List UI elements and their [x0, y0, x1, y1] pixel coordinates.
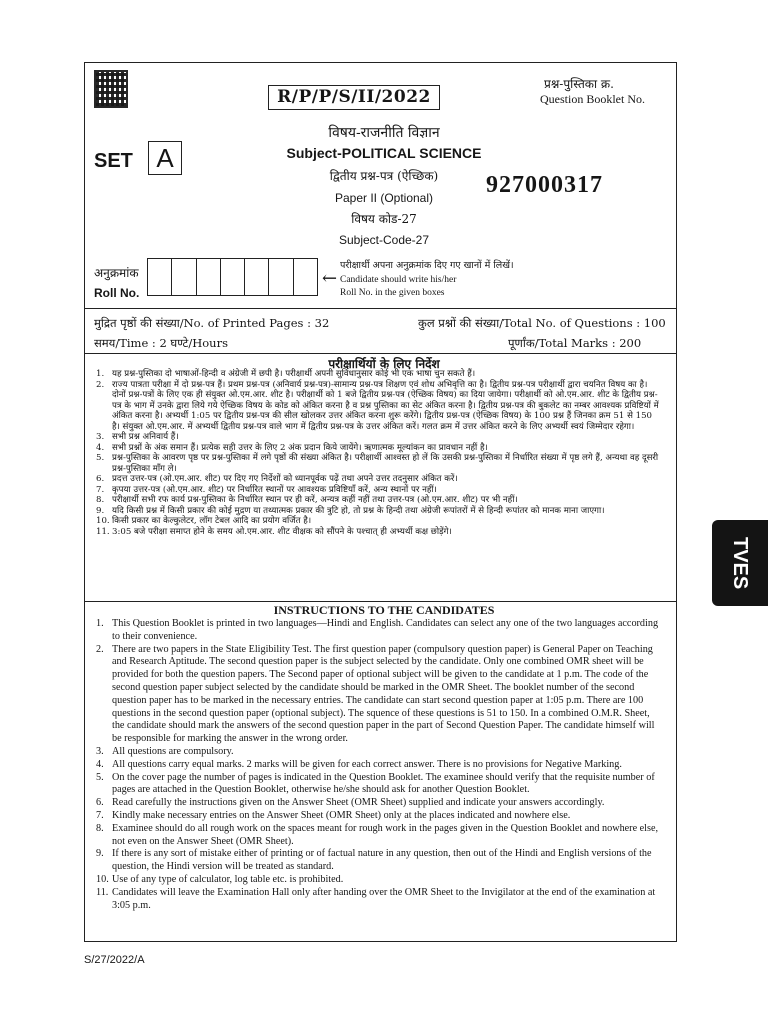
list-item: 2. राज्य पात्रता परीक्षा में दो प्रश्न-पत्र हैं। प्रथम प्रश्न-पत्र (अनिवार्य प्रश्न-पत्र)-सामान्य प्रश्न-पत्र शिक्षण एवं शोध अभिवृत्ति का है। द्वितीय प्रश्न-पत्र परीक्षार्थी द्वारा चयनित विषय का है। दोनों प्रश्न-पत्रों के लिए एक ही संयुक्त ओ.एम.आर. शीट है। परीक्षार्थी को 1 बजे द्वितीय प्रश्न-पत्र (ऐच्छिक विषय) का दिया जायेगा। परीक्षार्थी को ओ.एम.आर. शीट के द्वितीय प्रश्न-पत्र के भाग में उनके द्वारा लिये गये ऐच्छिक विषय के कोड को अंकित करना है व प्रश्न पुस्तिका का सेट अंकित करना है। द्वितीय प्रश्न-पत्र की बुकलेट का नम्बर आवश्यक प्रविष्टियों में अंकित करना है। अभ्यर्थी 1:05 पर द्वितीय प्रश्न-पत्र की सील खोलकर उत्तर अंकित करना शुरू करेंगे। द्वितीय प्रश्न-पत्र (ऐच्छिक विषय) के 100 प्रश्न हैं जिनका क्रम 51 से 150 है। संयुक्त ओ.एम.आर. में अभ्यर्थी द्वितीय प्रश्न-पत्र वाले भाग में द्वितीय प्रश्न-पत्र के उत्तर अंकित करें। गलत क्रम में उत्तर अंकित करने के लिए अभ्यर्थी स्वयं जिम्मेदार रहेगा।	[96, 379, 659, 432]
roll-digit-box[interactable]	[171, 258, 196, 296]
total-marks: पूर्णांक/Total Marks : 200	[508, 336, 642, 350]
list-item: 8. परीक्षार्थी सभी रफ कार्य प्रश्न-पुस्तिका के निर्धारित स्थान पर ही करें, अन्यत्र कहीं नहीं तथा उत्तर-पत्र (ओ.एम.आर. शीट) पर भी नहीं।	[96, 495, 518, 505]
roll-digit-box[interactable]	[220, 258, 245, 296]
list-item: 2. There are two papers in the State Eligibility Test. The first question paper (compulsory question paper) is General Paper on Teaching and Research Aptitude. The second question paper is the subject selected by the candidate. Only one combined OMR sheet will be provided for both the question papers. The Second paper of optional subject will be given to the candidate at 1 p.m. The code of the second question paper subject selected by the candidate should be marked in the OMR Sheet. The booklet number of the second question paper has to be marked in the necessary entries. The candidate can start second question paper at 1:05 p.m. There are 100 questions in the second question paper (optional subject). The squence of these questions is 51 to 150. In a combined O.M.R. Sheet, the candidate should mark the answers of the second question paper in the part of Second Question Paper. The candidate himself will be responsible for marking the answer in the wrong order.	[96, 643, 655, 745]
list-item: 3. All questions are compulsory.	[96, 745, 234, 757]
english-instructions-title: INSTRUCTIONS TO THE CANDIDATES	[273, 603, 495, 617]
roll-digit-box[interactable]	[147, 258, 172, 296]
roll-note-hi: परीक्षार्थी अपना अनुक्रमांक दिए गए खानों में लिखें।	[340, 260, 514, 271]
list-item: 11. 3:05 बजे परीक्षा समाप्त होने के समय ओ.एम.आर. शीट वीक्षक को सौंपने के पश्चात् ही अभ्यर्थी कक्ष छोड़ेंगे।	[96, 526, 452, 537]
list-item: 10. Use of any type of calculator, log table etc. is prohibited.	[96, 873, 344, 885]
roll-digit-box[interactable]	[196, 258, 221, 296]
list-item: 7. कृपया उत्तर-पत्र (ओ.एम.आर. शीट) पर निर्धारित स्थानों पर आवश्यक प्रविष्टियाँ करें, अन्य स्थानों पर नहीं।	[96, 484, 437, 495]
qr-code	[94, 70, 128, 108]
total-questions: कुल प्रश्नों की संख्या/Total No. of Questions : 100	[418, 316, 666, 330]
divider	[84, 353, 677, 354]
paper-hi: द्वितीय प्रश्न-पत्र (ऐच्छिक)	[329, 169, 439, 183]
set-label: SET	[94, 150, 133, 172]
footer-code: S/27/2022/A	[84, 954, 145, 966]
list-item: 9. If there is any sort of mistake either of printing or of factual nature in any question, then out of the Hindi and English versions of the question, the Hindi version will be treated as standard.	[96, 848, 652, 873]
subject-en: Subject-POLITICAL SCIENCE	[286, 145, 482, 161]
list-item: 4. All questions carry equal marks. 2 marks will be given for each correct answer. There is no provisions for Negative Marking.	[96, 758, 622, 770]
list-item: 7. Kindly make necessary entries on the Answer Sheet (OMR Sheet) only at the places indicated and nowhere else.	[96, 809, 571, 821]
list-item: 1. यह प्रश्न-पुस्तिका दो भाषाओं-हिन्दी व अंग्रेजी में छपी है। परीक्षार्थी अपनी सुविधानुसार कोई भी एक भाषा चुन सकते हैं।	[96, 369, 476, 379]
roll-digit-box[interactable]	[268, 258, 293, 296]
english-instructions-list	[96, 618, 664, 912]
code-hi: विषय कोड-27	[351, 212, 417, 226]
roll-note-en-line2: Roll No. in the given boxes	[340, 288, 445, 298]
list-item: 6. Read carefully the instructions given on the Answer Sheet (OMR Sheet) supplied and indicate your answers accordingly.	[96, 797, 605, 809]
roll-note-en-line1: Candidate should write his/her	[340, 275, 457, 285]
roll-note-en	[340, 274, 456, 300]
printed-pages: मुद्रित पृष्ठों की संख्या/No. of Printed Pages : 32	[94, 316, 330, 330]
booklet-no-hi: प्रश्न-पुस्तिका क्र.	[544, 77, 614, 91]
paper-en: Paper II (Optional)	[334, 191, 434, 205]
list-item: 5. प्रश्न-पुस्तिका के आवरण पृष्ठ पर प्रश्न-पुस्तिका में लगे पृष्ठों की संख्या अंकित है। परीक्षार्थी आश्वस्त हो लें कि उसकी प्रश्न-पुस्तिका में निर्धारित संख्या में पृष्ठ लगे हैं, अन्यथा वह दूसरी प्रश्न-पुस्तिका माँग ले।	[96, 453, 659, 474]
roll-number-boxes[interactable]	[148, 258, 318, 296]
list-item: 5. On the cover page the number of pages is indicated in the Question Booklet. The examinee should verify that the requisite number of pages are attached in the Question Booklet, otherwise he/she should ask for another Question Booklet.	[96, 771, 655, 796]
list-item: 10. किसी प्रकार का केल्कुलेटर, लॉग टेबल आदि का प्रयोग वर्जित है।	[96, 516, 312, 526]
booklet-no-en: Question Booklet No.	[540, 92, 645, 106]
time-allowed: समय/Time : 2 घण्टे/Hours	[94, 336, 228, 350]
list-item: 8. Examinee should do all rough work on the spaces meant for rough work in the pages given in the Question Booklet and nowhere else, not even on the Answer Sheet (OMR Sheet).	[96, 822, 659, 847]
roll-label-en: Roll No.	[94, 286, 140, 300]
set-value: A	[148, 141, 182, 175]
list-item: 9. यदि किसी प्रश्न में किसी प्रकार की कोई मुद्रण या तथ्यात्मक प्रकार की त्रुटि हो, तो प्रश्न के हिन्दी तथा अंग्रेजी रूपांतरों में से हिन्दी रूपांतर को मानक माना जाएगा।	[96, 505, 605, 516]
side-tab-label: TVES	[712, 520, 768, 606]
code-en: Subject-Code-27	[338, 233, 430, 247]
divider	[84, 308, 677, 309]
serial-number: 927000317	[486, 172, 603, 198]
exam-code: R/P/P/S/II/2022	[268, 85, 440, 110]
list-item: 1. This Question Booklet is printed in two languages—Hindi and English. Candidates can select any one of the two languages according to their convenience.	[96, 618, 659, 642]
hindi-instructions-list	[96, 369, 662, 537]
list-item: 4. सभी प्रश्नों के अंक समान हैं। प्रत्येक सही उत्तर के लिए 2 अंक प्रदान किये जायेंगे। ऋणात्मक मूल्यांकन का प्रावधान नहीं है।	[96, 442, 488, 453]
roll-digit-box[interactable]	[293, 258, 318, 296]
hindi-instructions-title: परीक्षार्थियों के लिए निर्देश	[328, 357, 440, 371]
roll-digit-box[interactable]	[244, 258, 269, 296]
divider	[84, 601, 677, 602]
list-item: 6. प्रदत्त उत्तर-पत्र (ओ.एम.आर. शीट) पर दिए गए निर्देशों को ध्यानपूर्वक पढ़ें तथा अपने उत्तर तदनुसार अंकित करें।	[96, 474, 458, 484]
roll-label-hi: अनुक्रमांक	[94, 266, 139, 280]
arrow-left-icon: ←	[322, 268, 338, 289]
list-item: 11. Candidates will leave the Examination Hall only after handing over the OMR Sheet to the Invigilator at the end of the examination at 3:05 p.m.	[96, 886, 656, 911]
list-item: 3. सभी प्रश्न अनिवार्य हैं।	[96, 432, 179, 442]
subject-hi: विषय-राजनीति विज्ञान	[328, 125, 440, 141]
